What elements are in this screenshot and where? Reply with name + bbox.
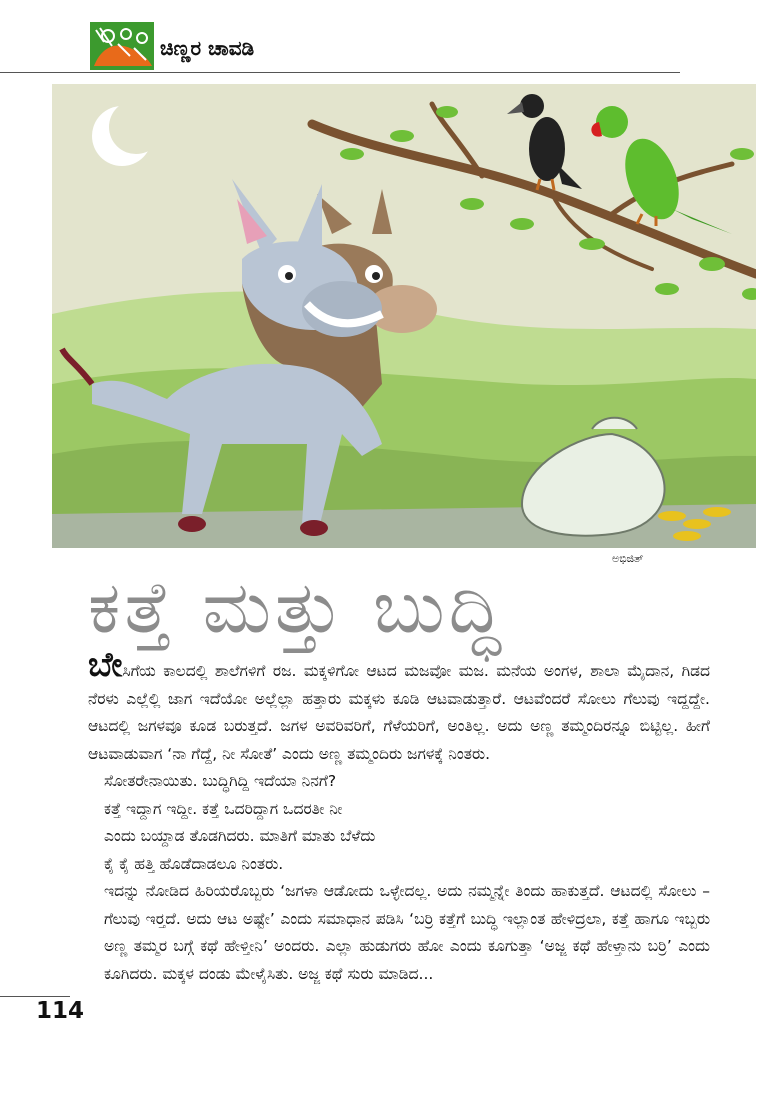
story-line: ಸೋತರೇನಾಯಿತು. ಬುದ್ಧಿಗಿದ್ದಿ ಇದೆಯಾ ನಿನಗೆ? xyxy=(104,772,337,790)
story-paragraph xyxy=(88,645,710,768)
story-illustration xyxy=(52,84,756,548)
page-number-rule xyxy=(0,996,70,997)
magazine-logo-icon xyxy=(90,22,154,70)
page-number: 114 xyxy=(36,998,85,1024)
paragraph-text: ಸಿಗೆಯ ಕಾಲದಲ್ಲಿ ಶಾಲೆಗಳಿಗೆ ರಜ. ಮಕ್ಕಳಿಗೋ ಆಟದ ಮಜವೋ ಮಜ. ಮನೆಯ ಅಂಗಳ, ಶಾಲಾ ಮೈದಾನ, ಗಿಡದ ನೆರಳು ಎಲ್ಲೆಲ್ಲಿ ಜಾಗ ಇದೆಯೋ ಅಲ್ಲೆಲ್ಲಾ ಹತ್ತಾರು ಮಕ್ಕಳು ಕೂಡಿ ಆಟವಾಡುತ್ತಾರೆ. ಆಟವೆಂದರೆ ಸೋಲು ಗೆಲುವು ಇದ್ದದ್ದೇ. ಆಟದಲ್ಲಿ ಜಗಳವೂ ಕೂಡ ಬರುತ್ತದೆ. ಜಗಳ ಅವರಿವರಿಗೆ, ಗೆಳೆಯರಿಗೆ, ಅಂತಿಲ್ಲ. ಅದು ಅಣ್ಣ ತಮ್ಮಂದಿರನ್ನೂ ಬಿಟ್ಟಿಲ್ಲ. ಹೀಗೆ ಆಟವಾಡುವಾಗ ‘ನಾ ಗೆದ್ದೆ, ನೀ ಸೋತೆ’ ಎಂದು ಅಣ್ಣ ತಮ್ಮಂದಿರು ಜಗಳಕ್ಕೆ ನಿಂತರು. xyxy=(88,662,710,763)
story-body xyxy=(88,645,710,988)
section-title: ಚಿಣ್ಣರ ಚಾವಡಿ xyxy=(160,36,255,60)
story-line: ಕತ್ತೆ ಇದ್ದಾಗ ಇದ್ದೀ. ಕತ್ತೆ ಒದರಿದ್ದಾಗ ಒದರತೀ ನೀ xyxy=(104,799,343,818)
header-rule xyxy=(0,72,680,73)
drop-cap: ಬೇ xyxy=(88,645,123,685)
story-line: ಕೈ ಕೈ ಹತ್ತಿ ಹೊಡೆದಾಡಲೂ ನಿಂತರು. xyxy=(104,854,284,873)
story-title: ಕತ್ತೆ ಮತ್ತು ಬುದ್ಧಿ xyxy=(88,565,505,649)
story-paragraph: ಇದನ್ನು ನೋಡಿದ ಹಿರಿಯರೊಬ್ಬರು ‘ಜಗಳಾ ಆಡೋದು ಒಳ್ಳೇದಲ್ಲ. ಅದು ನಮ್ಮನ್ನೇ ತಿಂದು ಹಾಕುತ್ತದೆ. ಆಟದಲ್ಲಿ ಸೋಲು – ಗೆಲುವು ಇರ್‍ತದೆ. ಅದು ಆಟ ಅಷ್ಟೇ’ ಎಂದು ಸಮಾಧಾನ ಪಡಿಸಿ ‘ಬರ್‍ರಿ ಕತ್ತೆಗೆ ಬುದ್ಧಿ ಇಲ್ಲಾಂತ ಹೇಳಿದ್ರಲಾ, ಕತ್ತೆ ಹಾಗೂ ಇಬ್ಬರು ಅಣ್ಣ ತಮ್ಮರ ಬಗ್ಗೆ ಕಥೆ ಹೇಳ್ತೀನಿ’ ಅಂದರು. ಎಲ್ಲಾ ಹುಡುಗರು ಹೋ ಎಂದು ಕೂಗುತ್ತಾ ‘ಅಜ್ಜ ಕಥೆ ಹೇಳ್ತಾನು ಬರ್‍ರಿ’ ಎಂದು ಕೂಗಿದರು. ಮಕ್ಕಳ ದಂಡು ಮೇಳೈಸಿತು. ಅಜ್ಜ ಕಥೆ ಸುರು ಮಾಡಿದ... xyxy=(104,882,710,983)
story-line: ಎಂದು ಬಯ್ದಾಡ ತೊಡಗಿದರು. ಮಾತಿಗೆ ಮಾತು ಬೆಳೆದು xyxy=(104,827,376,845)
illustration-credit: ಅಭಿಜಿತ್ xyxy=(612,552,644,565)
